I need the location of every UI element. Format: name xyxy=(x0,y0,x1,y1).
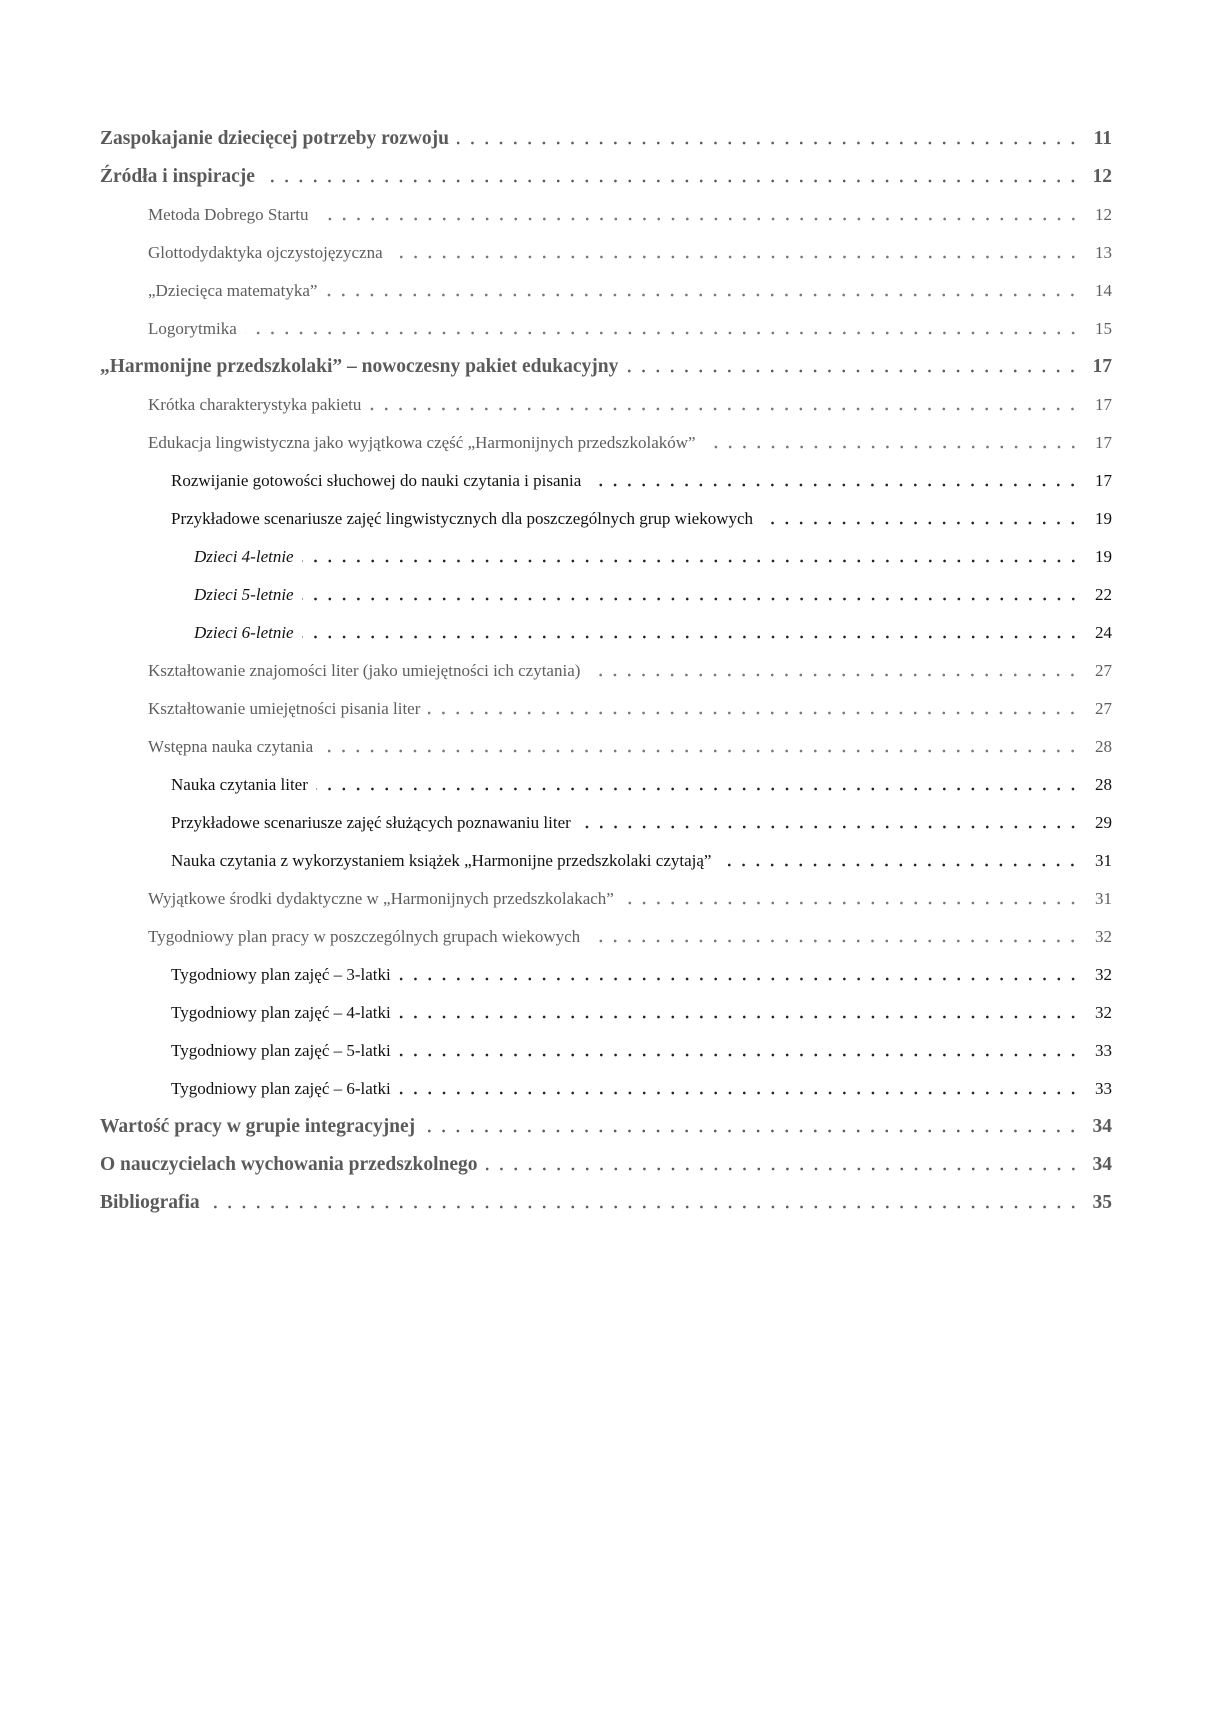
toc-entry-page: 32 xyxy=(1090,965,1112,985)
toc-entry-page: 35 xyxy=(1090,1192,1112,1214)
toc-entry-page: 17 xyxy=(1090,356,1112,378)
toc-entry[interactable] xyxy=(100,386,1112,424)
toc-entry[interactable] xyxy=(100,310,1112,348)
toc-entry-page: 33 xyxy=(1090,1041,1112,1061)
dot-leader xyxy=(457,141,1080,145)
toc-entry-page: 11 xyxy=(1090,128,1112,150)
toc-entry-title: Logorytmika xyxy=(148,319,243,339)
toc-entry-title: Tygodniowy plan zajęć – 5-latki xyxy=(171,1041,397,1061)
toc-entry-page: 17 xyxy=(1090,471,1112,491)
toc-entry[interactable] xyxy=(100,272,1112,310)
dot-leader xyxy=(399,1015,1080,1019)
toc-entry-title: Nauka czytania z wykorzystaniem książek „Harmonijne przedszkolaki czytają” xyxy=(171,851,717,871)
dot-leader xyxy=(626,369,1080,373)
toc-entry[interactable] xyxy=(100,918,1112,956)
dot-leader xyxy=(588,673,1080,677)
dot-leader xyxy=(761,521,1080,525)
dot-leader xyxy=(302,635,1080,639)
toc-entry[interactable] xyxy=(100,1184,1112,1222)
toc-entry[interactable] xyxy=(100,1146,1112,1184)
toc-entry-title: Przykładowe scenariusze zajęć służących poznawaniu liter xyxy=(171,813,577,833)
toc-entry[interactable] xyxy=(100,576,1112,614)
dot-leader xyxy=(704,445,1080,449)
dot-leader xyxy=(622,901,1080,905)
toc-entry[interactable] xyxy=(100,538,1112,576)
toc-entry-page: 27 xyxy=(1090,699,1112,719)
table-of-contents xyxy=(100,120,1112,1222)
toc-entry-title: Wstępna nauka czytania xyxy=(148,737,319,757)
toc-entry-title: Wyjątkowe środki dydaktyczne w „Harmonijnych przedszkolakach” xyxy=(148,889,620,909)
toc-entry-title: „Harmonijne przedszkolaki” – nowoczesny pakiet edukacyjny xyxy=(100,356,624,378)
toc-entry[interactable] xyxy=(100,500,1112,538)
toc-entry-title: O nauczycielach wychowania przedszkolnego xyxy=(100,1154,484,1176)
toc-entry-page: 12 xyxy=(1090,205,1112,225)
toc-entry-title: Tygodniowy plan zajęć – 6-latki xyxy=(171,1079,397,1099)
toc-entry[interactable] xyxy=(100,348,1112,386)
toc-entry-title: Nauka czytania liter xyxy=(171,775,314,795)
dot-leader xyxy=(391,255,1080,259)
toc-entry-title: Dzieci 5-letnie xyxy=(194,585,300,605)
toc-entry[interactable] xyxy=(100,994,1112,1032)
dot-leader xyxy=(316,787,1080,791)
toc-entry-page: 24 xyxy=(1090,623,1112,643)
toc-entry-page: 15 xyxy=(1090,319,1112,339)
toc-entry[interactable] xyxy=(100,120,1112,158)
toc-entry[interactable] xyxy=(100,424,1112,462)
toc-entry-title: Dzieci 6-letnie xyxy=(194,623,300,643)
toc-entry[interactable] xyxy=(100,158,1112,196)
dot-leader xyxy=(325,293,1080,297)
dot-leader xyxy=(589,483,1080,487)
toc-entry-page: 28 xyxy=(1090,737,1112,757)
toc-entry[interactable] xyxy=(100,462,1112,500)
dot-leader xyxy=(428,711,1080,715)
toc-entry[interactable] xyxy=(100,728,1112,766)
toc-entry-page: 12 xyxy=(1090,166,1112,188)
toc-entry[interactable] xyxy=(100,652,1112,690)
toc-entry-page: 34 xyxy=(1090,1154,1112,1176)
toc-entry[interactable] xyxy=(100,196,1112,234)
dot-leader xyxy=(302,559,1080,563)
toc-entry-page: 14 xyxy=(1090,281,1112,301)
toc-entry[interactable] xyxy=(100,1032,1112,1070)
toc-entry-title: Tygodniowy plan zajęć – 3-latki xyxy=(171,965,397,985)
toc-entry-title: Przykładowe scenariusze zajęć lingwistycznych dla poszczególnych grup wiekowych xyxy=(171,509,759,529)
toc-entry-title: Zaspokajanie dziecięcej potrzeby rozwoju xyxy=(100,128,455,150)
toc-entry[interactable] xyxy=(100,842,1112,880)
dot-leader xyxy=(486,1167,1080,1171)
toc-entry-page: 28 xyxy=(1090,775,1112,795)
toc-entry-title: Kształtowanie umiejętności pisania liter xyxy=(148,699,426,719)
toc-entry-page: 13 xyxy=(1090,243,1112,263)
toc-entry-title: Rozwijanie gotowości słuchowej do nauki czytania i pisania xyxy=(171,471,587,491)
toc-entry-title: Kształtowanie znajomości liter (jako umiejętności ich czytania) xyxy=(148,661,586,681)
toc-entry-page: 19 xyxy=(1090,509,1112,529)
dot-leader xyxy=(399,1091,1080,1095)
toc-entry-title: Tygodniowy plan pracy w poszczególnych grupach wiekowych xyxy=(148,927,586,947)
toc-entry[interactable] xyxy=(100,880,1112,918)
toc-entry-page: 31 xyxy=(1090,851,1112,871)
toc-entry-page: 32 xyxy=(1090,1003,1112,1023)
dot-leader xyxy=(588,939,1080,943)
toc-entry-title: Wartość pracy w grupie integracyjnej xyxy=(100,1116,421,1138)
toc-entry-page: 32 xyxy=(1090,927,1112,947)
dot-leader xyxy=(245,331,1080,335)
toc-entry-title: Glottodydaktyka ojczystojęzyczna xyxy=(148,243,389,263)
dot-leader xyxy=(579,825,1080,829)
toc-entry-page: 17 xyxy=(1090,433,1112,453)
dot-leader xyxy=(399,1053,1080,1057)
toc-entry[interactable] xyxy=(100,1070,1112,1108)
dot-leader xyxy=(369,407,1080,411)
dot-leader xyxy=(263,179,1080,183)
toc-entry[interactable] xyxy=(100,766,1112,804)
dot-leader xyxy=(423,1129,1080,1133)
toc-entry-page: 33 xyxy=(1090,1079,1112,1099)
toc-entry-title: Krótka charakterystyka pakietu xyxy=(148,395,367,415)
toc-entry[interactable] xyxy=(100,234,1112,272)
toc-entry-page: 22 xyxy=(1090,585,1112,605)
toc-entry-page: 34 xyxy=(1090,1116,1112,1138)
toc-entry-page: 19 xyxy=(1090,547,1112,567)
toc-entry[interactable] xyxy=(100,1108,1112,1146)
toc-entry-page: 29 xyxy=(1090,813,1112,833)
dot-leader xyxy=(208,1205,1080,1209)
toc-entry[interactable] xyxy=(100,614,1112,652)
toc-entry-page: 31 xyxy=(1090,889,1112,909)
dot-leader xyxy=(399,977,1080,981)
toc-entry-title: Edukacja lingwistyczna jako wyjątkowa część „Harmonijnych przedszkolaków” xyxy=(148,433,702,453)
dot-leader xyxy=(302,597,1080,601)
toc-entry-title: Źródła i inspiracje xyxy=(100,166,261,188)
toc-entry[interactable] xyxy=(100,956,1112,994)
toc-entry-title: Dzieci 4-letnie xyxy=(194,547,300,567)
toc-entry-page: 17 xyxy=(1090,395,1112,415)
dot-leader xyxy=(719,863,1080,867)
toc-entry[interactable] xyxy=(100,804,1112,842)
toc-entry-title: Bibliografia xyxy=(100,1192,206,1214)
toc-entry[interactable] xyxy=(100,690,1112,728)
toc-entry-page: 27 xyxy=(1090,661,1112,681)
toc-entry-title: Metoda Dobrego Startu xyxy=(148,205,315,225)
dot-leader xyxy=(321,749,1080,753)
dot-leader xyxy=(317,217,1080,221)
toc-entry-title: „Dziecięca matematyka” xyxy=(148,281,323,301)
toc-entry-title: Tygodniowy plan zajęć – 4-latki xyxy=(171,1003,397,1023)
